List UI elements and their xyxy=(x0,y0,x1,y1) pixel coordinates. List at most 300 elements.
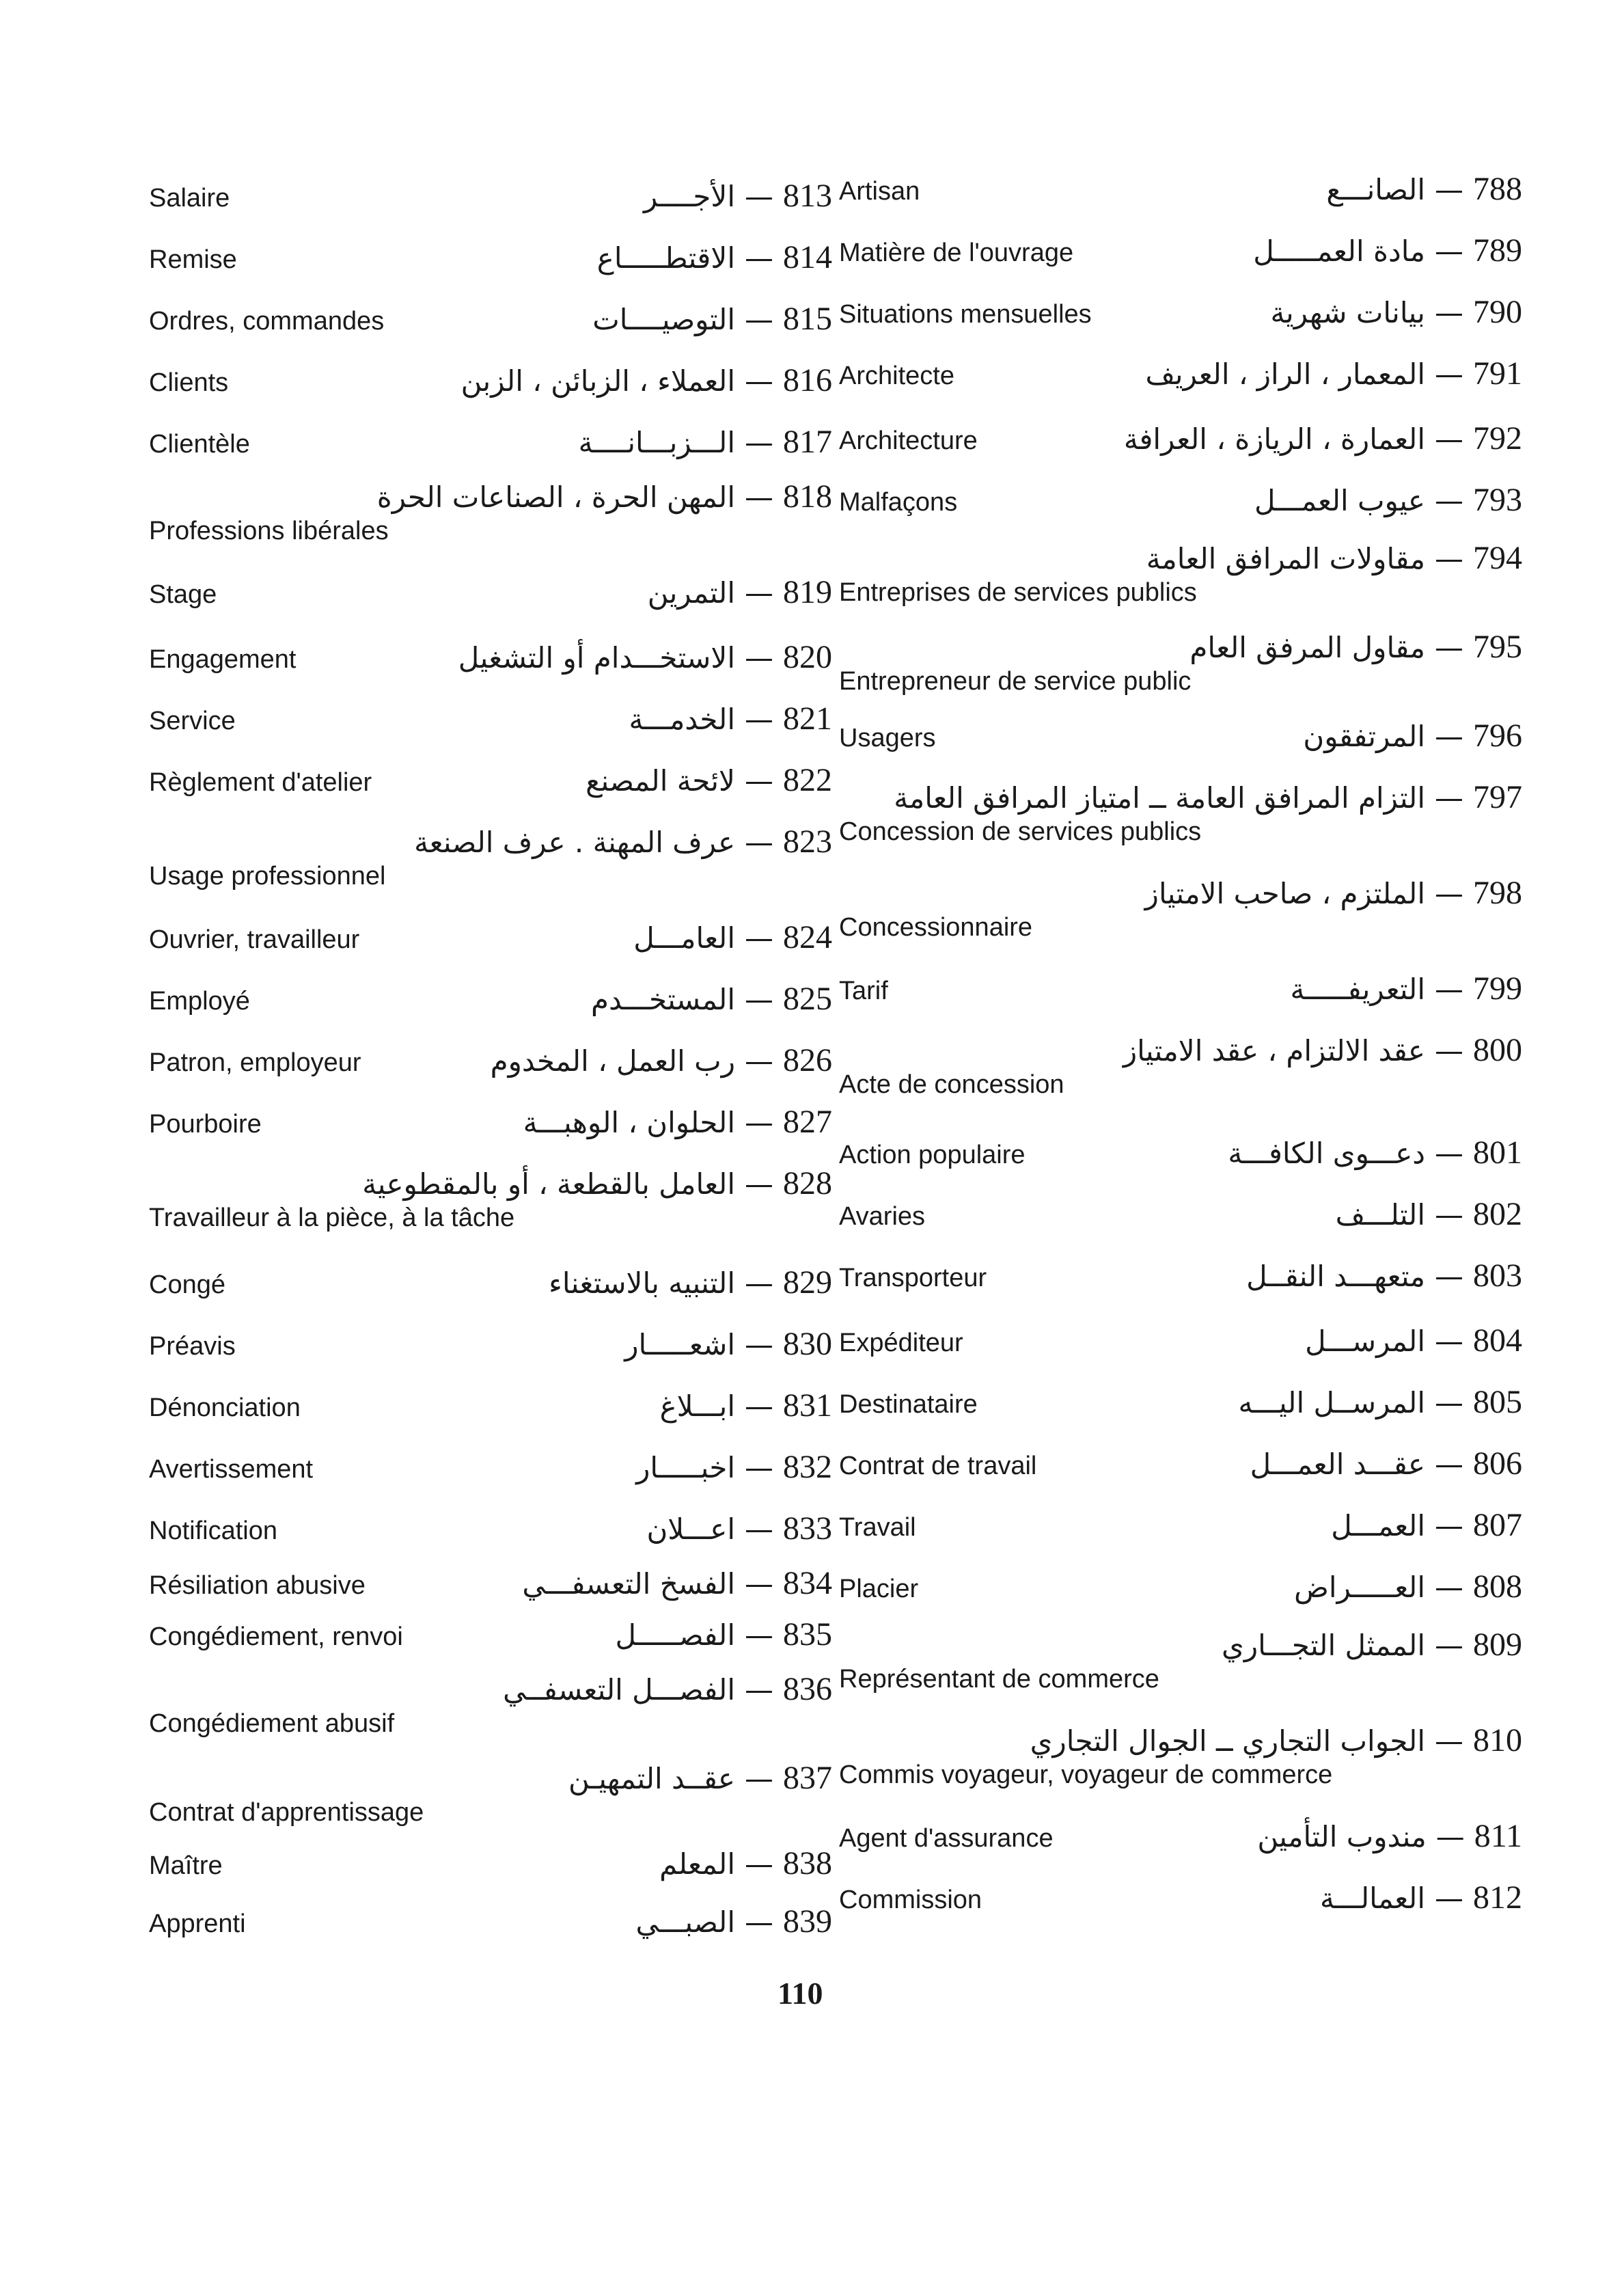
entry-number: 820 xyxy=(783,639,832,675)
dash-separator: — xyxy=(1435,542,1463,575)
dash-separator: — xyxy=(1435,1571,1463,1604)
french-term: Règlement d'atelier xyxy=(149,768,372,797)
glossary-entry xyxy=(149,294,832,342)
french-term: Patron, employeur xyxy=(149,1048,361,1077)
dash-separator: — xyxy=(1435,1260,1463,1293)
arabic-text: المهن الحرة ، الصناعات الحرة xyxy=(376,480,735,514)
arabic-text: عرف المهنة . عرف الصنعة xyxy=(414,826,735,859)
dash-separator: — xyxy=(1435,781,1463,815)
glossary-entry xyxy=(839,1189,1522,1237)
entry-number: 799 xyxy=(1473,970,1522,1007)
arabic-term xyxy=(523,1103,832,1141)
entry-number: 834 xyxy=(783,1565,832,1601)
arabic-term xyxy=(461,362,832,399)
glossary-entry xyxy=(149,974,832,1022)
glossary-entry xyxy=(149,912,832,960)
dash-separator: — xyxy=(745,1389,773,1423)
arabic-term xyxy=(1336,1195,1522,1233)
arabic-term xyxy=(1228,1134,1522,1171)
glossary-entry xyxy=(839,164,1522,212)
arabic-term xyxy=(1123,1031,1522,1069)
french-term: Malfaçons xyxy=(839,488,958,517)
entry-number: 832 xyxy=(783,1449,832,1485)
dash-separator: — xyxy=(1435,1724,1463,1758)
arabic-term xyxy=(1253,232,1522,269)
arabic-text: مادة العمـــــل xyxy=(1253,234,1425,268)
arabic-term xyxy=(1257,1817,1522,1855)
dash-separator: — xyxy=(745,921,773,955)
arabic-text: الصبـــي xyxy=(635,1905,735,1939)
entry-number: 837 xyxy=(783,1760,832,1796)
arabic-term xyxy=(503,1670,832,1708)
arabic-text: الحلوان ، الوهبـــة xyxy=(523,1106,735,1139)
arabic-term xyxy=(1303,717,1522,754)
glossary-entry xyxy=(149,1558,832,1606)
dash-separator: — xyxy=(1435,1324,1463,1358)
entry-number: 836 xyxy=(783,1671,832,1707)
entry-number: 821 xyxy=(783,701,832,737)
entry-number: 794 xyxy=(1473,540,1522,576)
dash-separator: — xyxy=(745,983,773,1016)
arabic-term xyxy=(1030,1722,1522,1759)
entry-number: 822 xyxy=(783,762,832,798)
entry-number: 810 xyxy=(1473,1722,1522,1758)
arabic-text: مندوب التأمين xyxy=(1257,1820,1427,1853)
french-term: Congédiement, renvoi xyxy=(149,1622,403,1651)
entry-number: 824 xyxy=(783,919,832,955)
glossary-entry xyxy=(149,1504,832,1551)
arabic-term xyxy=(659,1845,832,1882)
right-column xyxy=(839,0,1522,2050)
dash-separator: — xyxy=(745,1044,773,1078)
entry-number: 816 xyxy=(783,362,832,398)
dash-separator: — xyxy=(1435,631,1463,664)
arabic-text: التزام المرافق العامة ــ امتياز المرافق العامة xyxy=(894,781,1425,815)
french-term: Ouvrier, travailleur xyxy=(149,925,360,954)
glossary-entry xyxy=(149,755,832,803)
arabic-term xyxy=(1305,1322,1522,1359)
dash-separator: — xyxy=(1435,1820,1465,1853)
glossary-entry xyxy=(839,287,1522,335)
dash-separator: — xyxy=(1435,1198,1463,1232)
glossary-entry xyxy=(149,694,832,742)
arabic-text: الممثل التجـــاري xyxy=(1222,1629,1425,1662)
dash-separator: — xyxy=(745,1512,773,1546)
entry-number: 817 xyxy=(783,424,832,460)
french-term: Commission xyxy=(839,1886,982,1914)
left-column xyxy=(149,0,832,2050)
dash-separator: — xyxy=(1435,720,1463,753)
glossary-entry xyxy=(839,711,1522,759)
entry-number: 828 xyxy=(783,1165,832,1201)
dash-separator: — xyxy=(1435,973,1463,1006)
french-term: Entreprises de services publics xyxy=(839,578,1197,607)
entry-number: 826 xyxy=(783,1042,832,1078)
arabic-text: الصانـــع xyxy=(1326,173,1425,206)
dash-separator: — xyxy=(745,1673,773,1707)
arabic-text: الفصـــــل xyxy=(615,1618,735,1652)
arabic-term xyxy=(549,1264,832,1301)
arabic-text: ابـــلاغ xyxy=(659,1389,735,1423)
arabic-text: متعهـــد النقــل xyxy=(1246,1260,1425,1293)
glossary-entry xyxy=(149,1319,832,1367)
dash-separator: — xyxy=(745,364,773,398)
arabic-text: التمرين xyxy=(647,576,735,610)
arabic-text: المرســـل xyxy=(1305,1324,1425,1358)
entry-number: 838 xyxy=(783,1845,832,1881)
entry-number: 801 xyxy=(1473,1134,1522,1171)
arabic-text: عقــد التمهيـن xyxy=(568,1762,735,1795)
entry-number: 792 xyxy=(1473,420,1522,457)
entry-number: 812 xyxy=(1473,1879,1522,1916)
entry-number: 802 xyxy=(1473,1196,1522,1232)
french-term: Salaire xyxy=(149,184,230,213)
french-term: Résiliation abusive xyxy=(149,1571,366,1600)
glossary-entry xyxy=(839,1620,1522,1694)
french-term: Acte de concession xyxy=(839,1070,1064,1099)
french-term: Avaries xyxy=(839,1202,926,1231)
entry-number: 827 xyxy=(783,1104,832,1140)
arabic-text: العمارة ، الريازة ، العرافة xyxy=(1123,422,1425,456)
arabic-text: مقاولات المرافق العامة xyxy=(1146,542,1425,575)
french-term: Remise xyxy=(149,245,237,274)
dash-separator: — xyxy=(1435,234,1463,268)
dash-separator: — xyxy=(745,1618,773,1652)
glossary-entry xyxy=(839,1715,1522,1790)
entry-number: 796 xyxy=(1473,718,1522,754)
dash-separator: — xyxy=(745,1905,773,1939)
glossary-entry xyxy=(149,1838,832,1886)
arabic-text: بيانات شهرية xyxy=(1270,296,1425,329)
french-term: Préavis xyxy=(149,1332,236,1361)
arabic-term xyxy=(579,423,832,461)
glossary-entry xyxy=(839,226,1522,273)
dash-separator: — xyxy=(1435,357,1463,391)
dash-separator: — xyxy=(745,1266,773,1300)
arabic-text: العامـــل xyxy=(633,921,735,955)
arabic-text: الجواب التجاري ــ الجوال التجاري xyxy=(1030,1724,1425,1758)
entry-number: 807 xyxy=(1473,1507,1522,1543)
glossary-entry xyxy=(839,772,1522,847)
french-term: Maître xyxy=(149,1851,223,1880)
arabic-term xyxy=(362,1165,832,1202)
arabic-text: العامل بالقطعة ، أو بالمقطوعية xyxy=(362,1167,735,1201)
dash-separator: — xyxy=(1435,422,1463,456)
french-term: Concession de services publics xyxy=(839,817,1202,846)
glossary-entry xyxy=(839,964,1522,1011)
dash-separator: — xyxy=(745,1451,773,1484)
glossary-entry xyxy=(149,567,832,615)
french-term: Tarif xyxy=(839,977,888,1005)
french-term: Entrepreneur de service public xyxy=(839,667,1192,696)
page-number: 110 xyxy=(777,1976,823,2011)
arabic-term xyxy=(646,1510,832,1547)
arabic-text: مقاول المرفق العام xyxy=(1189,631,1425,664)
french-term: Matière de l'ouvrage xyxy=(839,239,1074,267)
arabic-term xyxy=(586,761,832,799)
entry-number: 808 xyxy=(1473,1568,1522,1605)
arabic-text: الاقتطـــــاع xyxy=(596,241,735,275)
french-term: Congédiement abusif xyxy=(149,1709,395,1738)
french-term: Professions libérales xyxy=(149,517,389,545)
arabic-term xyxy=(1145,874,1522,912)
arabic-text: التنبيه بالاستغناء xyxy=(549,1266,735,1300)
entry-number: 839 xyxy=(783,1903,832,1940)
dash-separator: — xyxy=(745,426,773,459)
dash-separator: — xyxy=(745,480,773,514)
arabic-term xyxy=(648,573,832,611)
arabic-text: العمـــل xyxy=(1331,1509,1425,1542)
entry-number: 823 xyxy=(783,824,832,860)
french-term: Placier xyxy=(839,1575,919,1603)
glossary-entry xyxy=(149,1753,832,1827)
arabic-text: المستخـــدم xyxy=(591,983,735,1016)
arabic-term xyxy=(644,177,832,215)
arabic-text: التعريفـــــة xyxy=(1290,973,1425,1006)
entry-number: 790 xyxy=(1473,294,1522,330)
arabic-term xyxy=(1320,1879,1522,1916)
glossary-entry xyxy=(149,1158,832,1233)
arabic-term xyxy=(633,919,832,956)
dash-separator: — xyxy=(1435,1629,1463,1662)
entry-number: 805 xyxy=(1473,1384,1522,1420)
entry-number: 804 xyxy=(1473,1322,1522,1359)
dash-separator: — xyxy=(1435,1034,1463,1068)
french-term: Destinataire xyxy=(839,1390,978,1419)
french-term: Architecture xyxy=(839,426,978,455)
arabic-term xyxy=(591,980,832,1018)
entry-number: 788 xyxy=(1473,171,1522,207)
glossary-entry xyxy=(839,533,1522,608)
dash-separator: — xyxy=(745,1847,773,1881)
arabic-text: اعـــلان xyxy=(646,1512,735,1546)
glossary-entry xyxy=(839,622,1522,696)
glossary-entry xyxy=(149,1442,832,1490)
glossary-entry xyxy=(149,171,832,219)
french-term: Clientèle xyxy=(149,430,250,459)
dash-separator: — xyxy=(1435,296,1463,329)
arabic-term xyxy=(629,700,832,737)
french-term: Action populaire xyxy=(839,1141,1026,1169)
dash-separator: — xyxy=(745,764,773,798)
french-term: Représentant de commerce xyxy=(839,1665,1159,1694)
dash-separator: — xyxy=(745,1167,773,1201)
dash-separator: — xyxy=(1435,877,1463,910)
dash-separator: — xyxy=(745,241,773,275)
arabic-text: دعـــوى الكافـــة xyxy=(1228,1137,1425,1170)
entry-number: 797 xyxy=(1473,779,1522,815)
arabic-term xyxy=(1290,970,1522,1007)
entry-number: 789 xyxy=(1473,232,1522,269)
entry-number: 835 xyxy=(783,1616,832,1653)
arabic-term xyxy=(458,638,832,676)
dash-separator: — xyxy=(745,576,773,610)
arabic-term xyxy=(616,1616,832,1653)
glossary-entry xyxy=(839,1316,1522,1363)
glossary-entry xyxy=(149,417,832,465)
glossary-entry xyxy=(839,1025,1522,1100)
arabic-term xyxy=(1189,628,1522,666)
entry-number: 833 xyxy=(783,1510,832,1547)
glossary-entry xyxy=(149,1381,832,1428)
glossary-entry xyxy=(839,1562,1522,1609)
arabic-term xyxy=(660,1387,832,1424)
french-term: Apprenti xyxy=(149,1909,246,1938)
entry-number: 829 xyxy=(783,1264,832,1301)
arabic-text: الفسخ التعسفـــي xyxy=(522,1567,735,1601)
arabic-text: الفصـــل التعسفــي xyxy=(503,1673,735,1707)
arabic-text: الـــزبـــانــــة xyxy=(578,426,735,459)
french-term: Usagers xyxy=(839,724,936,752)
arabic-term xyxy=(1246,1257,1522,1294)
dash-separator: — xyxy=(745,1328,773,1361)
french-term: Agent d'assurance xyxy=(839,1824,1054,1853)
glossary-entry xyxy=(149,1664,832,1739)
arabic-text: العمالـــة xyxy=(1319,1881,1425,1915)
french-term: Stage xyxy=(149,580,217,609)
entry-number: 795 xyxy=(1473,629,1522,665)
french-term: Commis voyageur, voyageur de commerce xyxy=(839,1760,1333,1789)
dash-separator: — xyxy=(745,1567,773,1601)
glossary-entry xyxy=(149,1896,832,1944)
arabic-term xyxy=(894,778,1522,816)
dash-separator: — xyxy=(1435,484,1463,517)
entry-number: 791 xyxy=(1473,355,1522,392)
arabic-term xyxy=(1326,170,1522,208)
french-term: Travailleur à la pièce, à la tâche xyxy=(149,1204,515,1232)
entry-number: 800 xyxy=(1473,1032,1522,1068)
french-term: Artisan xyxy=(839,177,920,206)
french-term: Situations mensuelles xyxy=(839,300,1092,329)
arabic-term xyxy=(1124,420,1522,457)
arabic-term xyxy=(1239,1383,1522,1421)
arabic-term xyxy=(636,1448,832,1486)
glossary-entry xyxy=(839,349,1522,396)
arabic-text: المرتفقون xyxy=(1303,720,1425,753)
entry-number: 814 xyxy=(783,239,832,275)
glossary-entry xyxy=(149,632,832,680)
french-term: Congé xyxy=(149,1270,225,1299)
arabic-term xyxy=(1145,355,1522,392)
entry-number: 803 xyxy=(1473,1257,1522,1294)
french-term: Employé xyxy=(149,987,250,1016)
french-term: Engagement xyxy=(149,645,297,674)
glossary-entry xyxy=(149,472,832,546)
entry-number: 813 xyxy=(783,178,832,214)
arabic-term xyxy=(377,478,832,515)
glossary-entry xyxy=(149,817,832,891)
arabic-term xyxy=(491,1042,832,1079)
french-term: Ordres, commandes xyxy=(149,307,385,336)
glossary-entry xyxy=(149,1257,832,1305)
french-term: Travail xyxy=(839,1513,916,1542)
french-term: Contrat d'apprentissage xyxy=(149,1798,424,1827)
arabic-text: الملتزم ، صاحب الامتياز xyxy=(1144,877,1425,910)
arabic-term xyxy=(1331,1506,1522,1544)
french-term: Service xyxy=(149,707,236,735)
glossary-entry xyxy=(839,868,1522,942)
entry-number: 830 xyxy=(783,1326,832,1362)
glossary-entry xyxy=(149,1097,832,1145)
arabic-text: المعمار ، الراز ، العريف xyxy=(1145,357,1425,391)
entry-number: 825 xyxy=(783,981,832,1017)
arabic-text: الاستخـــدام أو التشغيل xyxy=(458,641,735,675)
arabic-text: عقد الالتزام ، عقد الامتياز xyxy=(1123,1034,1425,1068)
dash-separator: — xyxy=(745,641,773,675)
glossary-entry xyxy=(149,232,832,280)
arabic-term xyxy=(1146,539,1522,577)
dash-separator: — xyxy=(1435,1509,1463,1542)
glossary-entry xyxy=(839,1251,1522,1299)
entry-number: 811 xyxy=(1474,1818,1522,1854)
arabic-text: الأجــــر xyxy=(644,180,735,213)
dash-separator: — xyxy=(745,180,773,213)
glossary-entry xyxy=(149,1035,832,1083)
french-term: Architecte xyxy=(839,362,954,390)
dash-separator: — xyxy=(1435,1386,1463,1419)
arabic-text: رب العمل ، المخدوم xyxy=(490,1044,735,1078)
arabic-text: العـــــراض xyxy=(1294,1571,1425,1604)
arabic-text: الخدمـــة xyxy=(629,703,735,736)
arabic-text: المعلم xyxy=(659,1847,735,1881)
french-term: Contrat de travail xyxy=(839,1452,1037,1480)
glossary-entry xyxy=(839,413,1522,461)
arabic-term xyxy=(597,239,832,276)
entry-number: 831 xyxy=(783,1387,832,1424)
dash-separator: — xyxy=(745,303,773,336)
glossary-entry xyxy=(839,1128,1522,1175)
arabic-text: التوصيــــات xyxy=(592,303,735,336)
french-term: Concessionnaire xyxy=(839,913,1033,942)
arabic-text: اشعـــــار xyxy=(624,1328,735,1361)
french-term: Dénonciation xyxy=(149,1393,301,1422)
arabic-term xyxy=(1222,1626,1522,1663)
arabic-text: التلـــف xyxy=(1335,1198,1425,1232)
dash-separator: — xyxy=(1435,1881,1463,1915)
french-term: Pourboire xyxy=(149,1110,262,1139)
arabic-term xyxy=(636,1903,832,1940)
arabic-text: العملاء ، الزبائن ، الزبن xyxy=(460,364,735,398)
french-term: Clients xyxy=(149,368,229,397)
arabic-term xyxy=(592,300,832,338)
arabic-text: عقـــد العمـــل xyxy=(1250,1447,1425,1481)
french-term: Usage professionnel xyxy=(149,862,386,891)
glossary-entry xyxy=(149,1609,832,1657)
french-term: Notification xyxy=(149,1517,277,1545)
glossary-entry xyxy=(149,355,832,403)
arabic-term xyxy=(1254,481,1522,519)
entry-number: 806 xyxy=(1473,1445,1522,1482)
arabic-term xyxy=(1250,1445,1522,1482)
entry-number: 798 xyxy=(1473,875,1522,911)
entry-number: 815 xyxy=(783,301,832,337)
glossary-entry xyxy=(839,1377,1522,1425)
dash-separator: — xyxy=(745,826,773,859)
arabic-text: المرســل اليـــه xyxy=(1238,1386,1425,1419)
arabic-text: لائحة المصنع xyxy=(586,764,735,798)
arabic-term xyxy=(1271,293,1522,331)
glossary-entry xyxy=(839,1811,1522,1859)
entry-number: 818 xyxy=(783,478,832,515)
entry-number: 793 xyxy=(1473,482,1522,518)
dash-separator: — xyxy=(1435,1137,1463,1170)
glossary-entry xyxy=(839,1873,1522,1920)
arabic-term xyxy=(624,1325,832,1363)
dash-separator: — xyxy=(1435,173,1463,206)
arabic-term xyxy=(1294,1568,1522,1605)
dash-separator: — xyxy=(1435,1447,1463,1481)
arabic-term xyxy=(568,1759,832,1797)
